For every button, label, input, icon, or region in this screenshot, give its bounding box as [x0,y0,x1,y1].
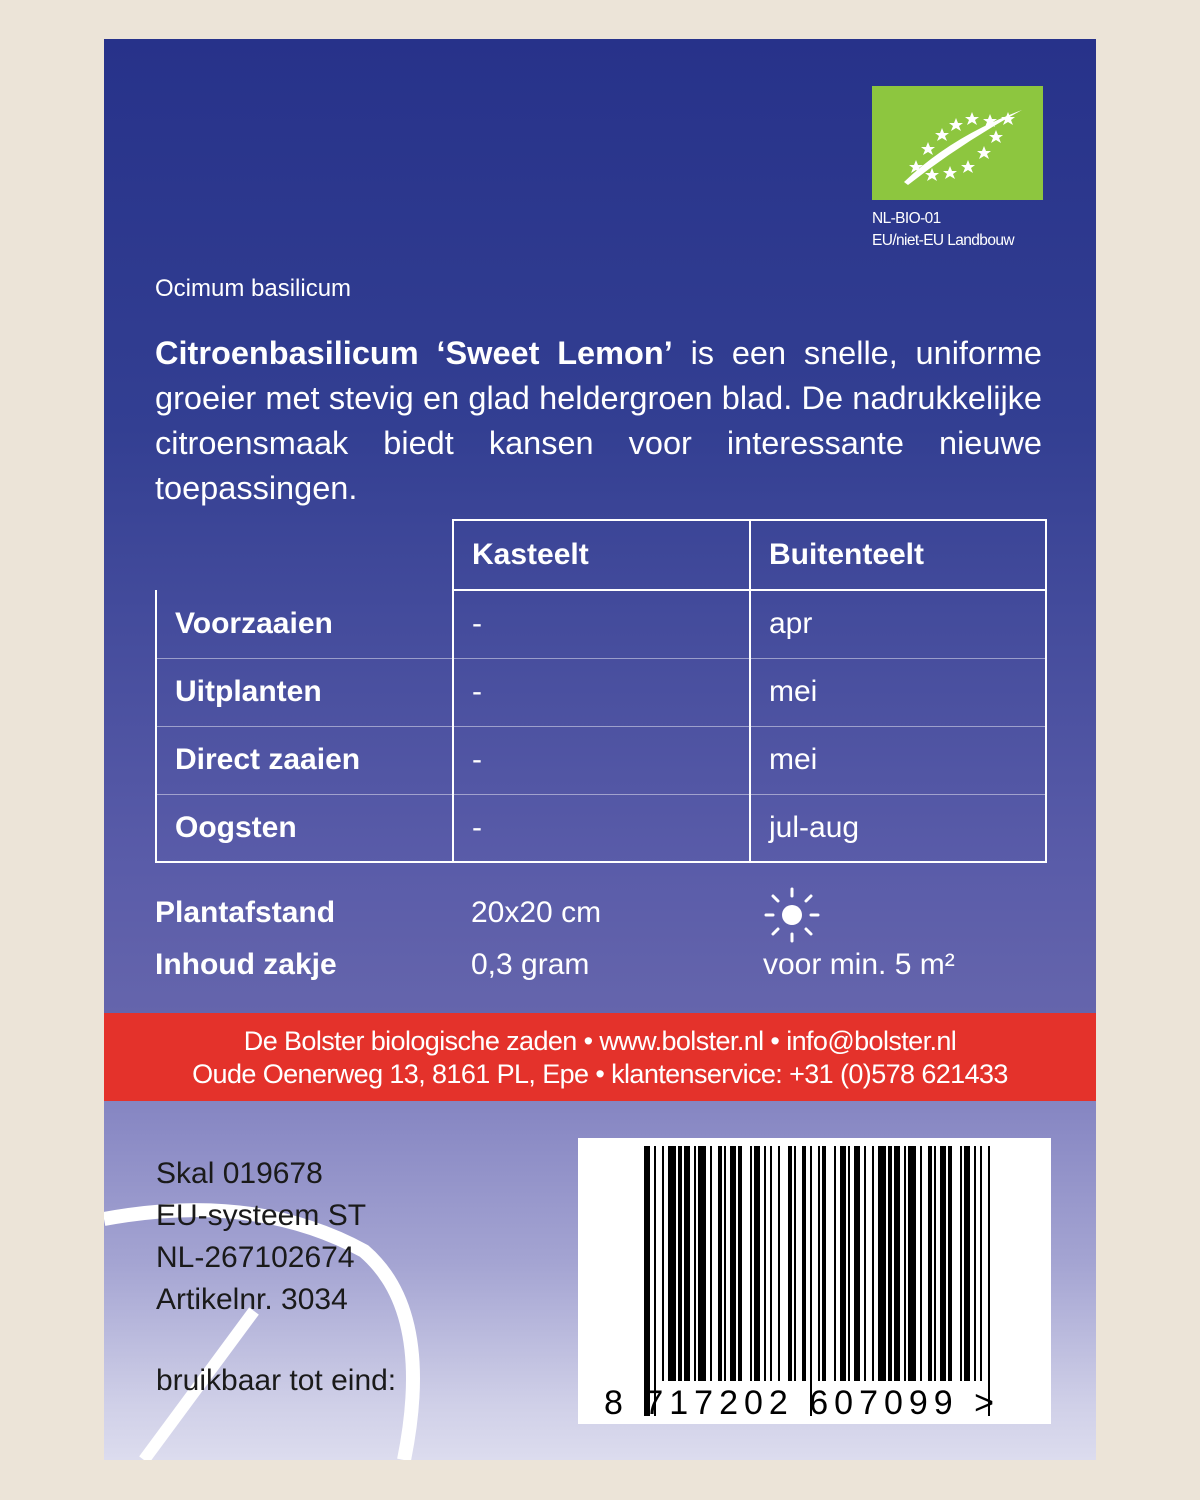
barcode-bar [754,1146,760,1381]
barcode-bar [960,1146,962,1381]
area-value: voor min. 5 m² [763,948,955,981]
barcode-bar [794,1146,796,1381]
barcode-bar [770,1146,772,1381]
cert-code: NL-BIO-01 [872,210,941,227]
product-name: Citroenbasilicum [155,335,419,371]
barcode-bar [964,1146,970,1381]
barcode-bar [698,1146,706,1381]
row-label: Voorzaaien [156,590,453,658]
table-header-row [156,520,1046,590]
row-kas-value: - [453,726,750,794]
nl-number: NL-267102674 [156,1241,355,1274]
table-row [156,726,1046,794]
row-kas-value: - [453,590,750,658]
product-variety: ‘Sweet Lemon’ [436,335,673,371]
barcode-bar [864,1146,866,1381]
plant-distance-value: 20x20 cm [471,896,602,929]
product-description [155,331,1042,511]
registration-info [156,1153,366,1321]
barcode-bar [684,1146,690,1381]
barcode-bar [908,1146,916,1381]
row-kas-value: - [453,658,750,726]
table-corner [156,520,453,590]
table-row [156,658,1046,726]
barcode-bar [834,1146,836,1381]
cert-origin: EU/niet-EU Landbouw [872,232,1014,249]
barcode-bar [710,1146,712,1381]
row-label: Oogsten [156,794,453,862]
barcode-bar [668,1146,676,1381]
barcode-bar [662,1146,664,1381]
barcode-bar [888,1146,892,1381]
barcode-bar [940,1146,946,1381]
sowing-schedule-table [155,519,1047,863]
barcode-bar [738,1146,742,1381]
barcode-bar [948,1146,952,1381]
barcode-bar [644,1146,650,1416]
barcode [578,1138,1051,1424]
content-label: Inhoud zakje [155,948,337,981]
row-buiten-value: mei [750,658,1046,726]
barcode-bar [778,1146,780,1381]
table-row [156,590,1046,658]
eu-organic-logo [872,86,1043,200]
barcode-bar [894,1146,900,1381]
row-buiten-value: jul-aug [750,794,1046,862]
barcode-number: 8 717202 607099 > [604,1384,1001,1422]
barcode-bar [920,1146,922,1381]
company-address: Oude Oenerweg 13, 8161 PL, Epe • klantenservice: +31 (0)578 621433 [192,1059,1008,1089]
barcode-bar [848,1146,850,1381]
table-row [156,794,1046,862]
barcode-bar [988,1146,990,1416]
row-label: Uitplanten [156,658,453,726]
barcode-bar [750,1146,752,1381]
barcode-bar [654,1146,656,1416]
company-band [104,1013,1096,1101]
seed-packet-back [104,39,1096,1460]
eu-system: EU-systeem ST [156,1199,367,1232]
barcode-bar [802,1146,806,1381]
content-value: 0,3 gram [471,948,590,981]
row-buiten-value: mei [750,726,1046,794]
packet-upper-section [104,39,1096,1013]
barcode-bars [578,1138,1051,1424]
barcode-bar [822,1146,826,1381]
description-text: is een snelle, uniforme groeier met stevig en glad heldergroen blad. De nadrukkelijke citroensmaak biedt kansen voor interessante nieuwe toepassingen. [155,335,1042,506]
barcode-bar [694,1146,696,1381]
row-kas-value: - [453,794,750,862]
star-leaf-icon [904,110,1022,185]
barcode-bar [974,1146,976,1381]
barcode-bar [878,1146,886,1381]
barcode-bar [934,1146,936,1381]
barcode-bar [718,1146,722,1381]
sun-icon [764,887,820,948]
header-kasteelt: Kasteelt [453,520,750,590]
barcode-bar [678,1146,682,1381]
barcode-bar [840,1146,846,1381]
certification-text [872,208,1014,252]
barcode-bar [818,1146,820,1381]
row-label: Direct zaaien [156,726,453,794]
header-buitenteelt: Buitenteelt [750,520,1046,590]
barcode-bar [854,1146,860,1381]
article-number: Artikelnr. 3034 [156,1283,348,1316]
barcode-bar [810,1146,812,1416]
packet-lower-section [104,1101,1096,1460]
barcode-bar [872,1146,874,1381]
barcode-bar [904,1146,906,1381]
plant-distance-label: Plantafstand [155,896,336,929]
barcode-bar [980,1146,982,1381]
row-buiten-value: apr [750,590,1046,658]
barcode-bar [928,1146,932,1381]
best-before-label: bruikbaar tot eind: [156,1364,397,1397]
barcode-bar [764,1146,766,1381]
latin-name: Ocimum basilicum [155,275,352,302]
skal-number: Skal 019678 [156,1157,323,1190]
barcode-bar [724,1146,726,1381]
barcode-bar [788,1146,792,1381]
barcode-bar [730,1146,736,1381]
company-contact: De Bolster biologische zaden • www.bolster.nl • info@bolster.nl [243,1026,957,1056]
